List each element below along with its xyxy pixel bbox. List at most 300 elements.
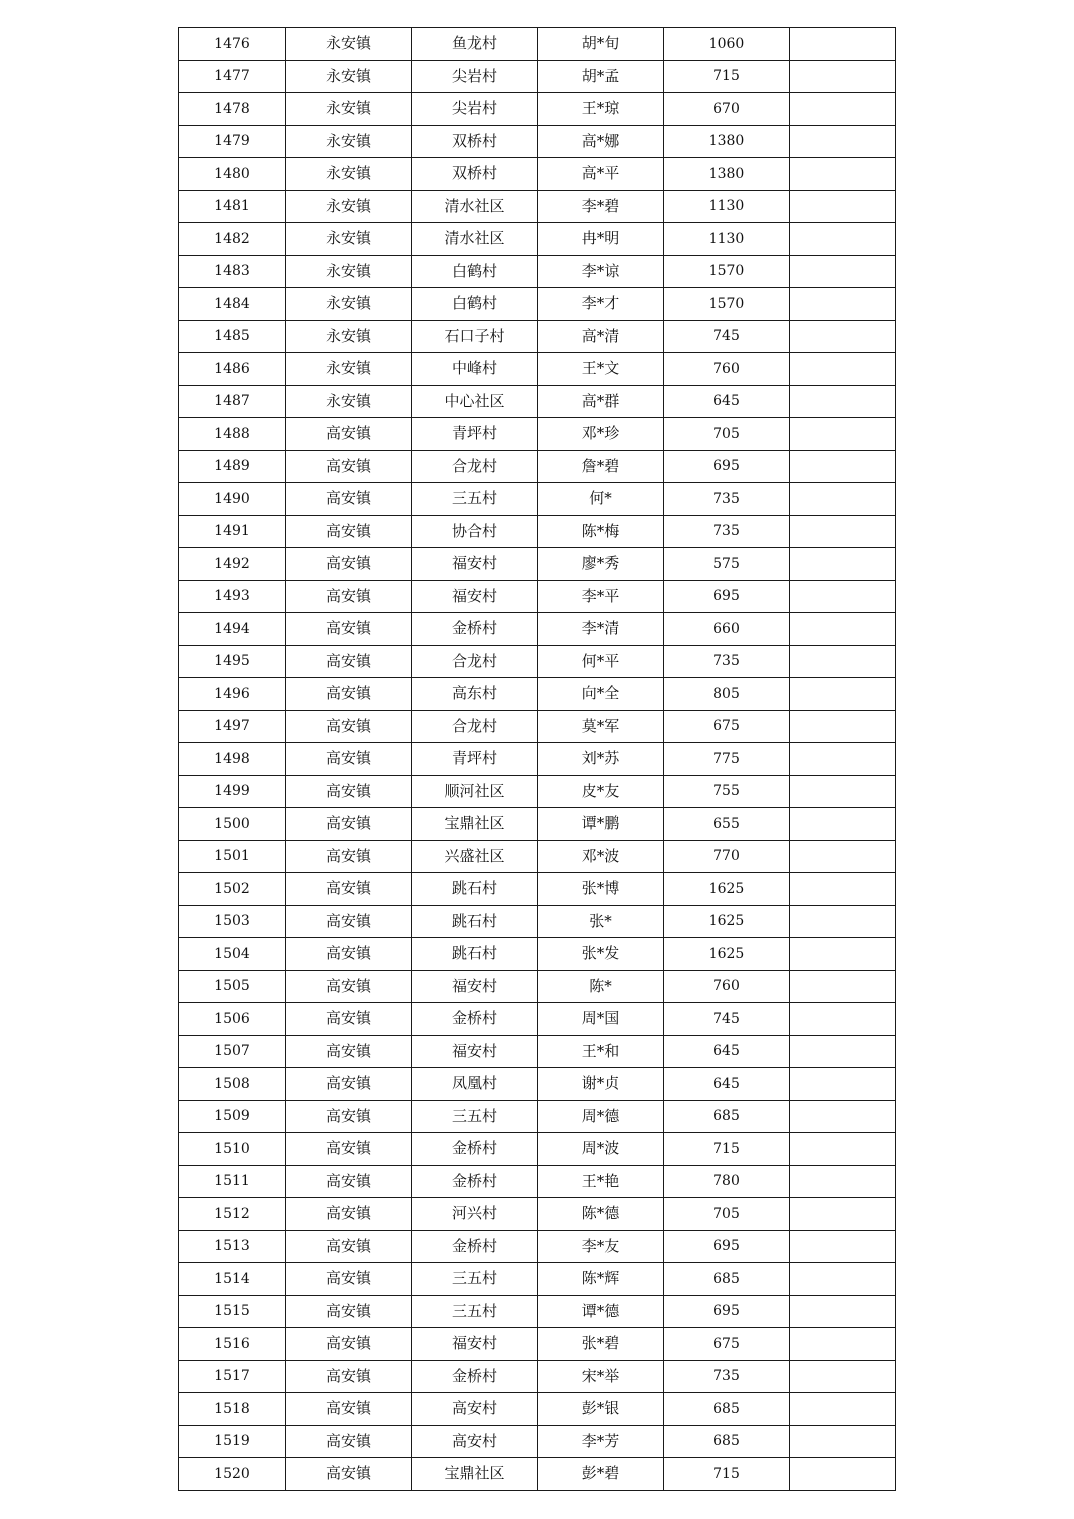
cell-amount: 705 (664, 1198, 790, 1231)
cell-town: 高安镇 (286, 1393, 412, 1426)
cell-town: 高安镇 (286, 743, 412, 776)
cell-town: 高安镇 (286, 1263, 412, 1296)
cell-village: 福安村 (412, 970, 538, 1003)
cell-village: 顺河社区 (412, 775, 538, 808)
cell-note (790, 1133, 896, 1166)
cell-town: 永安镇 (286, 223, 412, 256)
cell-seq: 1481 (179, 190, 286, 223)
cell-village: 青坪村 (412, 418, 538, 451)
cell-seq: 1503 (179, 905, 286, 938)
cell-town: 永安镇 (286, 125, 412, 158)
cell-town: 高安镇 (286, 450, 412, 483)
cell-seq: 1499 (179, 775, 286, 808)
cell-village: 福安村 (412, 580, 538, 613)
table-row (179, 1003, 896, 1036)
cell-seq: 1505 (179, 970, 286, 1003)
cell-village: 高安村 (412, 1425, 538, 1458)
cell-name: 李*清 (538, 613, 664, 646)
cell-village: 三五村 (412, 1295, 538, 1328)
table-row (179, 775, 896, 808)
table-row (179, 418, 896, 451)
table-row (179, 125, 896, 158)
cell-town: 高安镇 (286, 905, 412, 938)
cell-note (790, 1263, 896, 1296)
cell-village: 白鹤村 (412, 255, 538, 288)
cell-village: 青坪村 (412, 743, 538, 776)
cell-seq: 1487 (179, 385, 286, 418)
cell-town: 高安镇 (286, 1458, 412, 1491)
cell-town: 永安镇 (286, 255, 412, 288)
table-row (179, 840, 896, 873)
cell-seq: 1497 (179, 710, 286, 743)
table-row (179, 873, 896, 906)
cell-village: 协合村 (412, 515, 538, 548)
table-row (179, 743, 896, 776)
table-row (179, 548, 896, 581)
cell-seq: 1518 (179, 1393, 286, 1426)
cell-seq: 1482 (179, 223, 286, 256)
cell-amount: 1625 (664, 938, 790, 971)
cell-amount: 645 (664, 385, 790, 418)
table-row (179, 1263, 896, 1296)
cell-town: 永安镇 (286, 353, 412, 386)
cell-town: 高安镇 (286, 548, 412, 581)
cell-name: 张* (538, 905, 664, 938)
cell-village: 三五村 (412, 483, 538, 516)
cell-village: 鱼龙村 (412, 28, 538, 61)
cell-note (790, 970, 896, 1003)
cell-name: 邓*波 (538, 840, 664, 873)
cell-name: 王*文 (538, 353, 664, 386)
cell-name: 胡*孟 (538, 60, 664, 93)
cell-village: 河兴村 (412, 1198, 538, 1231)
cell-seq: 1486 (179, 353, 286, 386)
cell-name: 胡*旬 (538, 28, 664, 61)
cell-note (790, 483, 896, 516)
cell-amount: 695 (664, 580, 790, 613)
cell-town: 高安镇 (286, 873, 412, 906)
table-row (179, 1035, 896, 1068)
cell-village: 金桥村 (412, 1360, 538, 1393)
cell-amount: 1380 (664, 158, 790, 191)
cell-town: 高安镇 (286, 970, 412, 1003)
cell-village: 金桥村 (412, 1230, 538, 1263)
cell-amount: 755 (664, 775, 790, 808)
cell-amount: 685 (664, 1393, 790, 1426)
cell-name: 张*碧 (538, 1328, 664, 1361)
cell-note (790, 613, 896, 646)
cell-seq: 1492 (179, 548, 286, 581)
cell-amount: 760 (664, 970, 790, 1003)
table-row (179, 1328, 896, 1361)
cell-village: 金桥村 (412, 613, 538, 646)
cell-village: 凤凰村 (412, 1068, 538, 1101)
cell-note (790, 385, 896, 418)
table-row (179, 190, 896, 223)
cell-town: 永安镇 (286, 190, 412, 223)
cell-amount: 695 (664, 1295, 790, 1328)
cell-seq: 1501 (179, 840, 286, 873)
cell-name: 彭*碧 (538, 1458, 664, 1491)
cell-name: 李*平 (538, 580, 664, 613)
cell-seq: 1480 (179, 158, 286, 191)
table-row (179, 515, 896, 548)
cell-town: 高安镇 (286, 1328, 412, 1361)
cell-note (790, 1165, 896, 1198)
cell-amount: 685 (664, 1425, 790, 1458)
cell-amount: 745 (664, 1003, 790, 1036)
cell-amount: 715 (664, 1133, 790, 1166)
cell-name: 张*博 (538, 873, 664, 906)
cell-seq: 1520 (179, 1458, 286, 1491)
table-row (179, 1165, 896, 1198)
cell-note (790, 710, 896, 743)
cell-seq: 1477 (179, 60, 286, 93)
cell-name: 彭*银 (538, 1393, 664, 1426)
table-row (179, 93, 896, 126)
cell-amount: 695 (664, 1230, 790, 1263)
cell-town: 高安镇 (286, 1035, 412, 1068)
cell-name: 谢*贞 (538, 1068, 664, 1101)
cell-village: 双桥村 (412, 125, 538, 158)
cell-note (790, 418, 896, 451)
cell-amount: 770 (664, 840, 790, 873)
cell-town: 高安镇 (286, 1230, 412, 1263)
table-row (179, 60, 896, 93)
table-row (179, 1295, 896, 1328)
cell-village: 福安村 (412, 1035, 538, 1068)
cell-name: 周*德 (538, 1100, 664, 1133)
cell-name: 谭*德 (538, 1295, 664, 1328)
cell-name: 高*娜 (538, 125, 664, 158)
cell-amount: 760 (664, 353, 790, 386)
cell-name: 周*国 (538, 1003, 664, 1036)
cell-village: 金桥村 (412, 1003, 538, 1036)
cell-town: 永安镇 (286, 28, 412, 61)
cell-village: 金桥村 (412, 1165, 538, 1198)
cell-seq: 1479 (179, 125, 286, 158)
cell-note (790, 288, 896, 321)
cell-amount: 1570 (664, 255, 790, 288)
cell-village: 尖岩村 (412, 93, 538, 126)
cell-name: 王*艳 (538, 1165, 664, 1198)
cell-seq: 1519 (179, 1425, 286, 1458)
cell-amount: 685 (664, 1100, 790, 1133)
table-row (179, 320, 896, 353)
cell-village: 双桥村 (412, 158, 538, 191)
cell-amount: 1130 (664, 190, 790, 223)
cell-note (790, 1198, 896, 1231)
cell-amount: 675 (664, 710, 790, 743)
cell-amount: 1570 (664, 288, 790, 321)
cell-amount: 805 (664, 678, 790, 711)
table-row (179, 1230, 896, 1263)
cell-name: 高*平 (538, 158, 664, 191)
cell-village: 白鹤村 (412, 288, 538, 321)
cell-name: 陈* (538, 970, 664, 1003)
cell-seq: 1506 (179, 1003, 286, 1036)
table-row (179, 158, 896, 191)
cell-town: 高安镇 (286, 938, 412, 971)
cell-village: 跳石村 (412, 938, 538, 971)
cell-note (790, 775, 896, 808)
cell-name: 高*群 (538, 385, 664, 418)
cell-note (790, 28, 896, 61)
cell-town: 高安镇 (286, 1295, 412, 1328)
cell-seq: 1514 (179, 1263, 286, 1296)
cell-note (790, 938, 896, 971)
table-row (179, 970, 896, 1003)
cell-note (790, 548, 896, 581)
cell-seq: 1495 (179, 645, 286, 678)
cell-note (790, 1458, 896, 1491)
cell-name: 谭*鹏 (538, 808, 664, 841)
cell-town: 高安镇 (286, 580, 412, 613)
cell-note (790, 190, 896, 223)
cell-amount: 705 (664, 418, 790, 451)
cell-seq: 1500 (179, 808, 286, 841)
cell-village: 中峰村 (412, 353, 538, 386)
cell-town: 高安镇 (286, 710, 412, 743)
table-row (179, 905, 896, 938)
table-row (179, 255, 896, 288)
cell-village: 三五村 (412, 1100, 538, 1133)
cell-village: 福安村 (412, 1328, 538, 1361)
table-body (179, 28, 896, 1491)
cell-name: 何* (538, 483, 664, 516)
table-row (179, 1425, 896, 1458)
table-row (179, 288, 896, 321)
cell-name: 李*才 (538, 288, 664, 321)
cell-village: 清水社区 (412, 190, 538, 223)
cell-village: 合龙村 (412, 710, 538, 743)
table-row (179, 645, 896, 678)
cell-note (790, 580, 896, 613)
table-row (179, 483, 896, 516)
cell-amount: 670 (664, 93, 790, 126)
table-row (179, 580, 896, 613)
cell-amount: 1380 (664, 125, 790, 158)
cell-name: 邓*珍 (538, 418, 664, 451)
cell-village: 清水社区 (412, 223, 538, 256)
cell-town: 高安镇 (286, 1198, 412, 1231)
cell-note (790, 1100, 896, 1133)
cell-note (790, 515, 896, 548)
cell-name: 王*琼 (538, 93, 664, 126)
cell-village: 兴盛社区 (412, 840, 538, 873)
cell-note (790, 645, 896, 678)
cell-town: 永安镇 (286, 288, 412, 321)
cell-town: 高安镇 (286, 840, 412, 873)
cell-seq: 1483 (179, 255, 286, 288)
cell-village: 宝鼎社区 (412, 1458, 538, 1491)
cell-seq: 1485 (179, 320, 286, 353)
cell-village: 中心社区 (412, 385, 538, 418)
cell-name: 李*芳 (538, 1425, 664, 1458)
cell-name: 高*清 (538, 320, 664, 353)
cell-seq: 1489 (179, 450, 286, 483)
cell-note (790, 450, 896, 483)
cell-amount: 735 (664, 483, 790, 516)
cell-amount: 695 (664, 450, 790, 483)
cell-village: 石口子村 (412, 320, 538, 353)
cell-village: 尖岩村 (412, 60, 538, 93)
cell-amount: 735 (664, 1360, 790, 1393)
cell-amount: 1060 (664, 28, 790, 61)
cell-note (790, 808, 896, 841)
cell-seq: 1517 (179, 1360, 286, 1393)
cell-seq: 1511 (179, 1165, 286, 1198)
cell-town: 高安镇 (286, 1068, 412, 1101)
cell-town: 高安镇 (286, 1133, 412, 1166)
cell-note (790, 840, 896, 873)
table-row (179, 1393, 896, 1426)
cell-note (790, 1003, 896, 1036)
cell-note (790, 93, 896, 126)
cell-name: 刘*苏 (538, 743, 664, 776)
table-row (179, 223, 896, 256)
table-row (179, 808, 896, 841)
cell-seq: 1502 (179, 873, 286, 906)
cell-name: 詹*碧 (538, 450, 664, 483)
cell-amount: 645 (664, 1035, 790, 1068)
cell-seq: 1512 (179, 1198, 286, 1231)
cell-name: 李*谅 (538, 255, 664, 288)
cell-amount: 745 (664, 320, 790, 353)
cell-name: 陈*梅 (538, 515, 664, 548)
cell-note (790, 60, 896, 93)
cell-town: 高安镇 (286, 483, 412, 516)
table-row (179, 1100, 896, 1133)
cell-seq: 1478 (179, 93, 286, 126)
cell-note (790, 1230, 896, 1263)
cell-seq: 1494 (179, 613, 286, 646)
cell-note (790, 905, 896, 938)
cell-amount: 575 (664, 548, 790, 581)
cell-town: 永安镇 (286, 385, 412, 418)
cell-seq: 1515 (179, 1295, 286, 1328)
cell-note (790, 1068, 896, 1101)
cell-town: 高安镇 (286, 775, 412, 808)
cell-name: 陈*德 (538, 1198, 664, 1231)
cell-town: 永安镇 (286, 320, 412, 353)
cell-seq: 1491 (179, 515, 286, 548)
cell-name: 廖*秀 (538, 548, 664, 581)
table-row (179, 1360, 896, 1393)
cell-seq: 1488 (179, 418, 286, 451)
cell-town: 永安镇 (286, 158, 412, 191)
table-row (179, 353, 896, 386)
cell-village: 合龙村 (412, 645, 538, 678)
cell-town: 高安镇 (286, 1100, 412, 1133)
cell-name: 李*友 (538, 1230, 664, 1263)
cell-seq: 1490 (179, 483, 286, 516)
table-row (179, 710, 896, 743)
cell-town: 高安镇 (286, 1165, 412, 1198)
cell-name: 何*平 (538, 645, 664, 678)
cell-name: 向*全 (538, 678, 664, 711)
cell-seq: 1509 (179, 1100, 286, 1133)
cell-seq: 1504 (179, 938, 286, 971)
cell-amount: 655 (664, 808, 790, 841)
cell-village: 合龙村 (412, 450, 538, 483)
cell-town: 高安镇 (286, 515, 412, 548)
cell-amount: 735 (664, 515, 790, 548)
cell-amount: 645 (664, 1068, 790, 1101)
cell-note (790, 1393, 896, 1426)
cell-amount: 675 (664, 1328, 790, 1361)
cell-seq: 1507 (179, 1035, 286, 1068)
cell-village: 福安村 (412, 548, 538, 581)
cell-village: 金桥村 (412, 1133, 538, 1166)
cell-village: 跳石村 (412, 905, 538, 938)
cell-town: 高安镇 (286, 613, 412, 646)
cell-town: 高安镇 (286, 678, 412, 711)
subsidy-roster-table (178, 27, 896, 1491)
table-row (179, 1068, 896, 1101)
cell-town: 永安镇 (286, 60, 412, 93)
cell-note (790, 1035, 896, 1068)
cell-village: 跳石村 (412, 873, 538, 906)
cell-amount: 775 (664, 743, 790, 776)
cell-name: 陈*辉 (538, 1263, 664, 1296)
cell-seq: 1498 (179, 743, 286, 776)
cell-note (790, 1360, 896, 1393)
cell-village: 三五村 (412, 1263, 538, 1296)
cell-town: 高安镇 (286, 808, 412, 841)
cell-name: 张*发 (538, 938, 664, 971)
cell-seq: 1510 (179, 1133, 286, 1166)
cell-village: 高安村 (412, 1393, 538, 1426)
cell-amount: 715 (664, 1458, 790, 1491)
cell-seq: 1516 (179, 1328, 286, 1361)
cell-amount: 660 (664, 613, 790, 646)
cell-name: 皮*友 (538, 775, 664, 808)
cell-note (790, 353, 896, 386)
cell-town: 高安镇 (286, 1425, 412, 1458)
cell-note (790, 743, 896, 776)
table-row (179, 1458, 896, 1491)
cell-note (790, 158, 896, 191)
cell-name: 周*波 (538, 1133, 664, 1166)
cell-note (790, 678, 896, 711)
cell-town: 高安镇 (286, 418, 412, 451)
table-row (179, 938, 896, 971)
cell-name: 李*碧 (538, 190, 664, 223)
cell-name: 宋*举 (538, 1360, 664, 1393)
cell-town: 永安镇 (286, 93, 412, 126)
cell-seq: 1476 (179, 28, 286, 61)
cell-amount: 1625 (664, 905, 790, 938)
table-row (179, 678, 896, 711)
table-row (179, 385, 896, 418)
table-row (179, 613, 896, 646)
table-row (179, 1133, 896, 1166)
cell-seq: 1513 (179, 1230, 286, 1263)
cell-amount: 780 (664, 1165, 790, 1198)
table-row (179, 28, 896, 61)
cell-town: 高安镇 (286, 1003, 412, 1036)
cell-note (790, 223, 896, 256)
cell-name: 王*和 (538, 1035, 664, 1068)
cell-note (790, 255, 896, 288)
cell-note (790, 125, 896, 158)
cell-amount: 1625 (664, 873, 790, 906)
cell-note (790, 1425, 896, 1458)
cell-village: 高东村 (412, 678, 538, 711)
cell-town: 高安镇 (286, 645, 412, 678)
cell-note (790, 873, 896, 906)
